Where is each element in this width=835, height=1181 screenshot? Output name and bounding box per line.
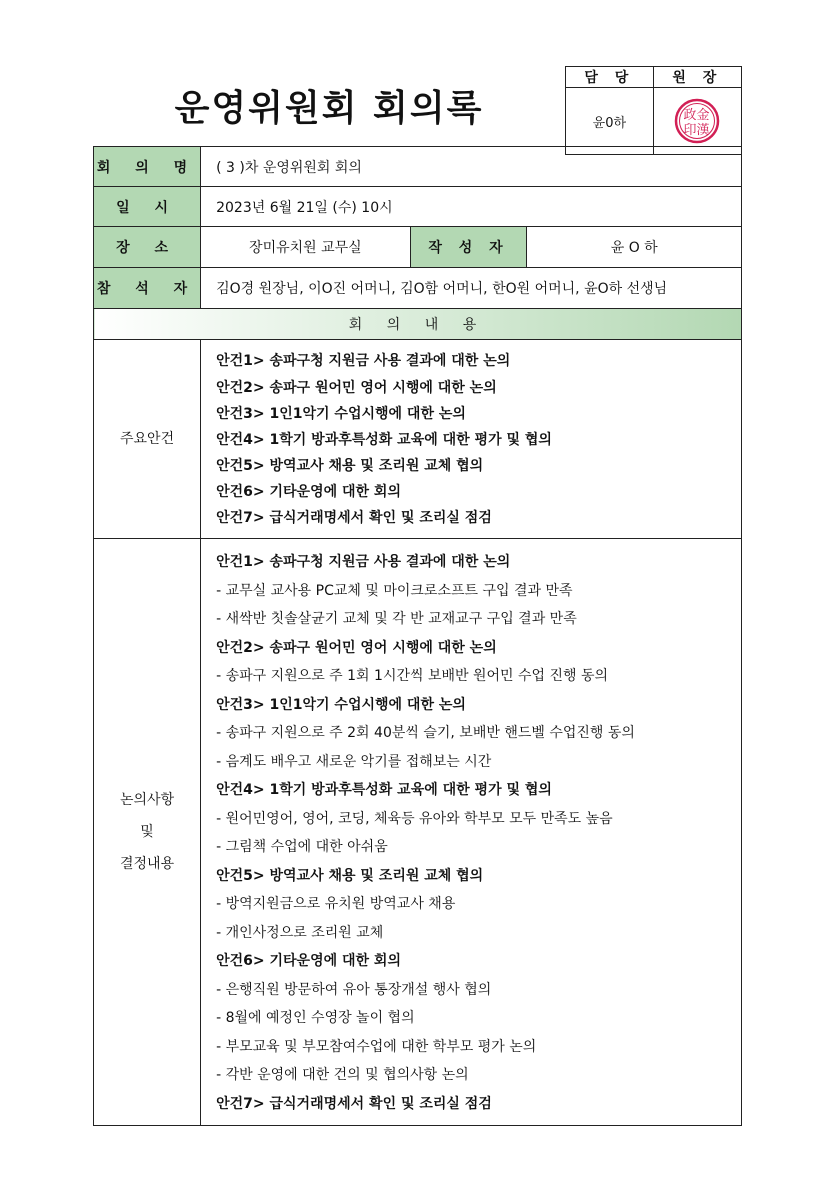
decision-line: - 음계도 배우고 새로운 악기를 접해보는 시간 — [216, 753, 492, 770]
date-label: 일 시 — [94, 187, 201, 227]
decision-line: - 송파구 지원으로 주 1회 1시간씩 보배반 원어민 수업 진행 동의 — [216, 668, 609, 684]
decisions-label-line: 및 — [140, 824, 154, 840]
agenda-item: 안건5> 방역교사 채용 및 조리원 교체 협의 — [216, 458, 484, 475]
writer-label: 작 성 자 — [410, 227, 527, 268]
place-value: 장미유치원 교무실 — [201, 227, 411, 268]
decision-line: 안건5> 방역교사 채용 및 조리원 교체 협의 — [216, 867, 484, 884]
decision-line: 안건6> 기타운영에 대한 회의 — [216, 953, 401, 969]
meeting-name-label: 회 의 명 — [94, 147, 201, 187]
decision-line: - 개인사정으로 조리원 교체 — [216, 924, 384, 941]
director-seal-stamp-icon — [673, 97, 721, 145]
agenda-item: 안건3> 1인1악기 수업시행에 대한 논의 — [216, 405, 466, 422]
decisions-label-line: 결정내용 — [120, 856, 175, 872]
agenda-item: 안건1> 송파구청 지원금 사용 결과에 대한 논의 — [216, 353, 511, 370]
attendees-label: 참 석 자 — [94, 268, 201, 309]
decisions-list — [201, 539, 742, 1126]
approval-box — [565, 66, 742, 155]
date-value: 2023년 6월 21일 (수) 10시 — [201, 187, 742, 227]
decision-line: - 8월에 예정인 수영장 놀이 협의 — [216, 1010, 415, 1026]
meeting-name-value: ( 3 )차 운영위원회 회의 — [201, 147, 742, 187]
decision-line: - 송파구 지원으로 주 2회 40분씩 슬기, 보배반 핸드벨 수업진행 동의 — [216, 725, 635, 741]
decision-line: - 방역지원금으로 유치원 방역교사 채용 — [216, 896, 456, 912]
svg-text:漢: 漢 — [696, 123, 710, 138]
place-label: 장 소 — [94, 227, 201, 268]
decision-line: - 그림책 수업에 대한 아쉬움 — [216, 839, 388, 855]
agenda-item: 안건2> 송파구 원어민 영어 시행에 대한 논의 — [216, 379, 497, 396]
decision-line: 안건4> 1학기 방과후특성화 교육에 대한 평가 및 협의 — [216, 782, 552, 798]
svg-text:金: 金 — [696, 108, 710, 123]
approval-manager-header: 담 당 — [566, 67, 654, 88]
decision-line: 안건2> 송파구 원어민 영어 시행에 대한 논의 — [216, 639, 497, 656]
minutes-table — [93, 146, 742, 1126]
decision-line: - 교무실 교사용 PC교체 및 마이크로소프트 구입 결과 만족 — [216, 582, 573, 599]
agenda-label: 주요안건 — [94, 340, 201, 539]
svg-text:政: 政 — [683, 108, 697, 123]
decision-line: 안건1> 송파구청 지원금 사용 결과에 대한 논의 — [216, 554, 511, 570]
decision-line: 안건3> 1인1악기 수업시행에 대한 논의 — [216, 696, 466, 713]
document-title: 운영위원회 회의록 — [174, 87, 484, 129]
attendees-value: 김O경 원장님, 이O진 어머니, 김O함 어머니, 한O원 어머니, 윤O하 선생님 — [201, 268, 742, 309]
decisions-label — [94, 539, 201, 1126]
approval-director-header: 원 장 — [653, 67, 741, 88]
content-section-header: 회 의 내 용 — [94, 309, 742, 340]
decision-line: - 새싹반 칫솔살균기 교체 및 각 반 교재교구 구입 결과 만족 — [216, 611, 577, 627]
decision-line: 안건7> 급식거래명세서 확인 및 조리실 점검 — [216, 1095, 492, 1112]
agenda-item: 안건7> 급식거래명세서 확인 및 조리실 점검 — [216, 510, 492, 527]
agenda-item: 안건6> 기타운영에 대한 회의 — [216, 484, 401, 501]
approval-director-cell — [653, 88, 741, 155]
decision-line: - 원어민영어, 영어, 코딩, 체육등 유아와 학부모 모두 만족도 높음 — [216, 810, 613, 827]
decision-line: - 각반 운영에 대한 건의 및 협의사항 논의 — [216, 1067, 469, 1083]
agenda-list — [201, 340, 742, 539]
approval-manager-name: 윤0하 — [566, 88, 654, 155]
decision-line: - 부모교육 및 부모참여수업에 대한 학부모 평가 논의 — [216, 1038, 537, 1055]
decision-line: - 은행직원 방문하여 유아 통장개설 행사 협의 — [216, 981, 492, 998]
decisions-label-line: 논의사항 — [120, 792, 175, 808]
writer-value: 윤 O 하 — [527, 227, 742, 268]
svg-text:印: 印 — [683, 123, 697, 138]
agenda-item: 안건4> 1학기 방과후특성화 교육에 대한 평가 및 협의 — [216, 431, 552, 448]
